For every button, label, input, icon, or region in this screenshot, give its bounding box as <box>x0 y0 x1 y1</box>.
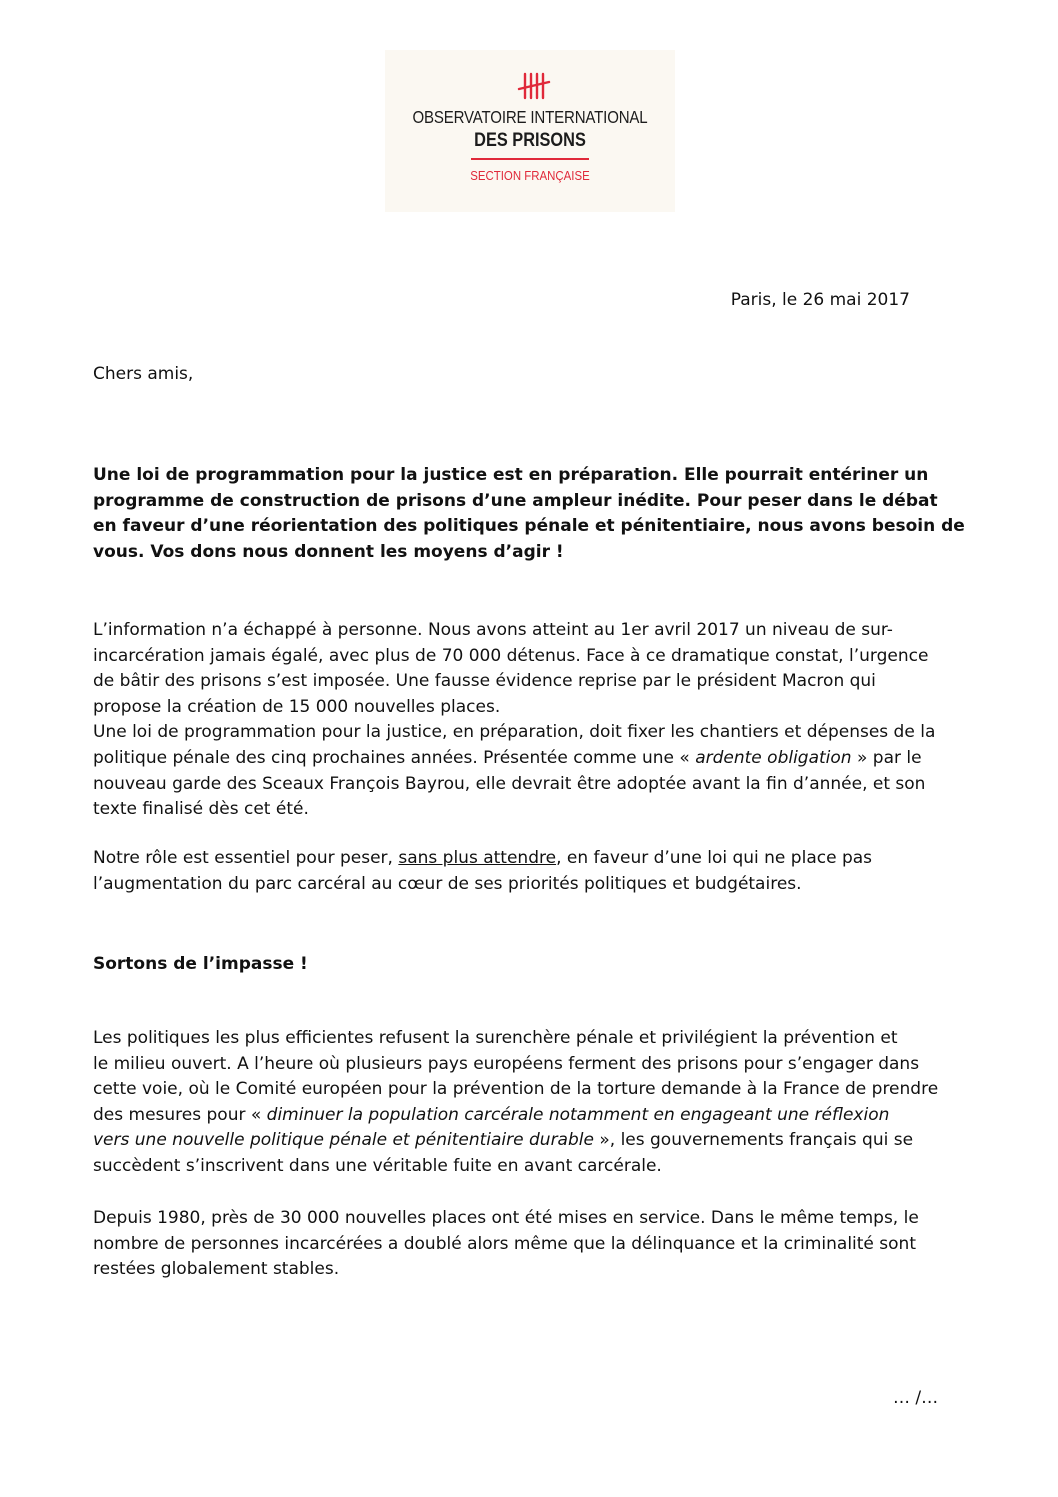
paragraph-line <box>93 746 973 772</box>
italic-quote: diminuer la population carcérale notamment en engageant une réflexion <box>266 1104 890 1125</box>
logo-divider <box>471 158 589 160</box>
paragraph-line: de bâtir des prisons s’est imposée. Une fausse évidence reprise par le président Macron qui <box>93 671 876 692</box>
paragraph-line: L’information n’a échappé à personne. Nous avons atteint au 1er avril 2017 un niveau de sur- <box>93 620 893 640</box>
paragraph-line: incarcération jamais égalé, avec plus de 70 000 détenus. Face à ce dramatique constat, l’urgence <box>93 645 929 666</box>
intro-paragraph <box>93 463 973 565</box>
paragraph-line: cette voie, où le Comité européen pour la prévention de la torture demande à la France de prendre <box>93 1079 939 1100</box>
paragraph-information <box>93 618 973 823</box>
tally-marks-icon <box>517 72 551 100</box>
intro-line: programme de construction de prisons d’une ampleur inédite. Pour peser dans le débat <box>93 490 938 511</box>
paragraph-line <box>93 1128 973 1154</box>
paragraph-since-1980 <box>93 1206 973 1283</box>
paragraph-policies <box>93 1026 973 1180</box>
text-run: , en faveur d’une loi qui ne place pas <box>556 848 873 868</box>
intro-line: Une loi de programmation pour la justice est en préparation. Elle pourrait entériner un <box>93 465 929 485</box>
paragraph-line: l’augmentation du parc carcéral au cœur de ses priorités politiques et budgétaires. <box>93 873 802 894</box>
greeting: Chers amis, <box>93 364 194 384</box>
paragraph-line: succèdent s’inscrivent dans une véritable fuite en avant carcérale. <box>93 1155 662 1176</box>
text-run: politique pénale des cinq prochaines années. Présentée comme une « <box>93 747 696 768</box>
underlined-emphasis: sans plus attendre <box>398 848 557 868</box>
text-run: Notre rôle est essentiel pour peser, <box>93 848 399 868</box>
intro-line: vous. Vos dons nous donnent les moyens d’agir ! <box>93 541 564 562</box>
paragraph-role <box>93 846 973 897</box>
text-run: » par le <box>851 747 922 768</box>
logo <box>385 50 675 212</box>
paragraph-line: restées globalement stables. <box>93 1259 340 1280</box>
paragraph-line: nombre de personnes incarcérées a doublé alors même que la délinquance et la criminalité sont <box>93 1233 916 1254</box>
paragraph-line <box>93 1103 973 1129</box>
text-run: des mesures pour « <box>93 1104 267 1125</box>
letter-date: Paris, le 26 mai 2017 <box>730 290 910 310</box>
logo-section-name: SECTION FRANÇAISE <box>470 168 590 183</box>
paragraph-line <box>93 846 973 872</box>
section-heading: Sortons de l’impasse ! <box>93 954 308 974</box>
paragraph-line: propose la création de 15 000 nouvelles places. <box>93 696 501 717</box>
logo-org-name-line1: OBSERVATOIRE INTERNATIONAL <box>412 107 648 127</box>
paragraph-line: nouveau garde des Sceaux François Bayrou, elle devrait être adoptée avant la fin d’année, et son <box>93 773 926 794</box>
logo-org-name-line2: DES PRISONS <box>474 130 586 151</box>
text-run: », les gouvernements français qui se <box>593 1130 914 1151</box>
paragraph-line: Les politiques les plus efficientes refusent la surenchère pénale et privilégient la prévention et <box>93 1028 898 1048</box>
italic-quote: vers une nouvelle politique pénale et pénitentiaire durable <box>93 1130 594 1151</box>
paragraph-line: Une loi de programmation pour la justice, en préparation, doit fixer les chantiers et dépenses de la <box>93 722 936 743</box>
intro-line: en faveur d’une réorientation des politiques pénale et pénitentiaire, nous avons besoin de <box>93 516 965 537</box>
paragraph-line: texte finalisé dès cet été. <box>93 799 309 820</box>
italic-quote: ardente obligation <box>695 747 852 768</box>
paragraph-line: Depuis 1980, près de 30 000 nouvelles places ont été mises en service. Dans le même temps, le <box>93 1208 919 1228</box>
continuation-marker: … /… <box>893 1388 939 1408</box>
paragraph-line: le milieu ouvert. A l’heure où plusieurs pays européens ferment des prisons pour s’engager dans <box>93 1053 920 1074</box>
